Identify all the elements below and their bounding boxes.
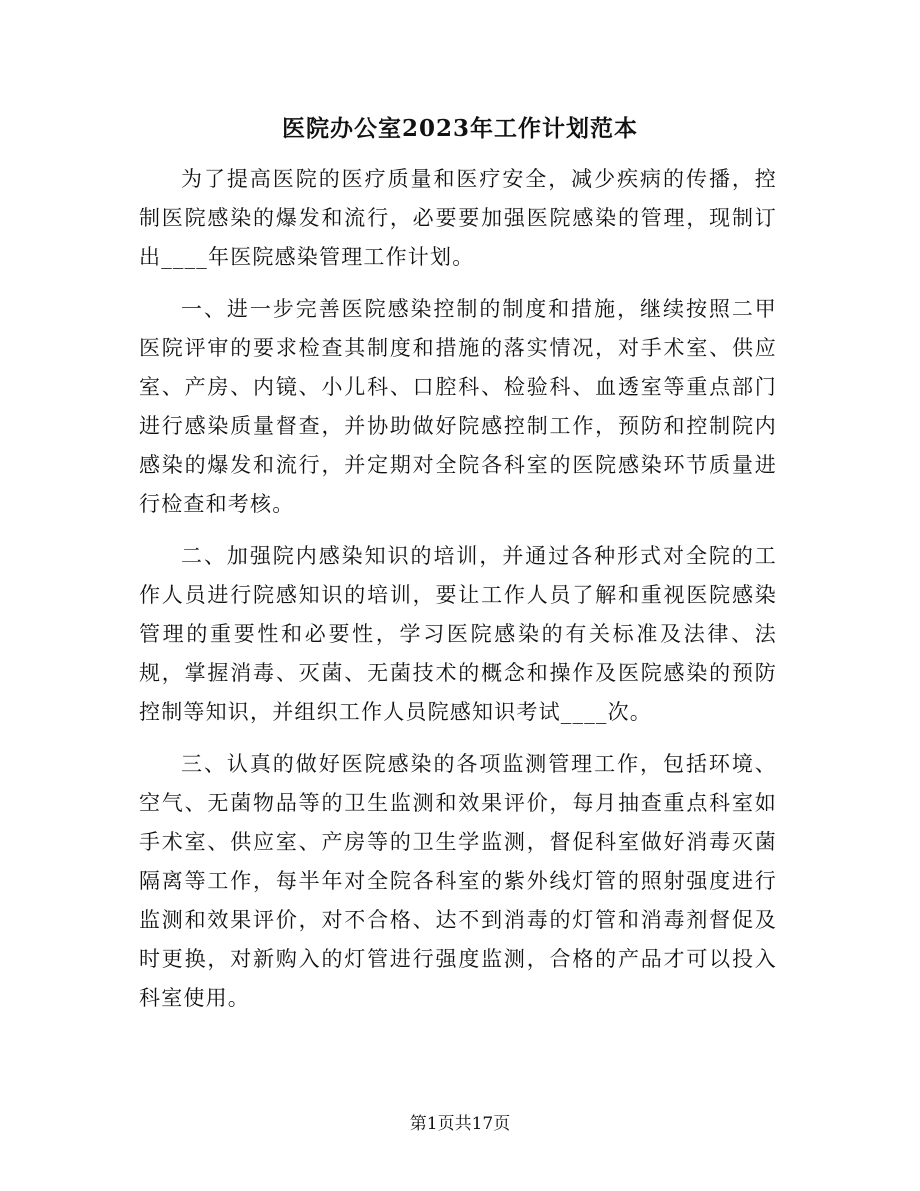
paragraph-section-2: 二、加强院内感染知识的培训，并通过各种形式对全院的工作人员进行院感知识的培训，要让工作人员了解和重视医院感染管理的重要性和必要性，学习医院感染的有关标准及法律、法规，掌握消毒、灭菌、无菌技术的概念和操作及医院感染的预防控制等知识，并组织工作人员院感知识考试____次。 (139, 544, 777, 724)
paragraph-intro: 为了提高医院的医疗质量和医疗安全，减少疾病的传播，控制医院感染的爆发和流行，必要要加强医院感染的管理，现制订出____年医院感染管理工作计划。 (139, 167, 777, 269)
page-number-footer: 第1页共17页 (409, 1114, 511, 1134)
paragraph-section-1: 一、进一步完善医院感染控制的制度和措施，继续按照二甲医院评审的要求检查其制度和措施的落实情况，对手术室、供应室、产房、内镜、小儿科、口腔科、检验科、血透室等重点部门进行感染质量督查，并协助做好院感控制工作，预防和控制院内感染的爆发和流行，并定期对全院各科室的医院感染环节质量进行检查和考核。 (139, 297, 777, 516)
document-title: 医院办公室2023年工作计划范本 (281, 115, 638, 142)
document-body (139, 160, 777, 1031)
paragraph-section-3: 三、认真的做好医院感染的各项监测管理工作，包括环境、空气、无菌物品等的卫生监测和效果评价，每月抽查重点科室如手术室、供应室、产房等的卫生学监测，督促科室做好消毒灭菌隔离等工作，每半年对全院各科室的紫外线灯管的照射强度进行监测和效果评价，对不合格、达不到消毒的灯管和消毒剂督促及时更换，对新购入的灯管进行强度监测，合格的产品才可以投入科室使用。 (139, 752, 777, 1010)
